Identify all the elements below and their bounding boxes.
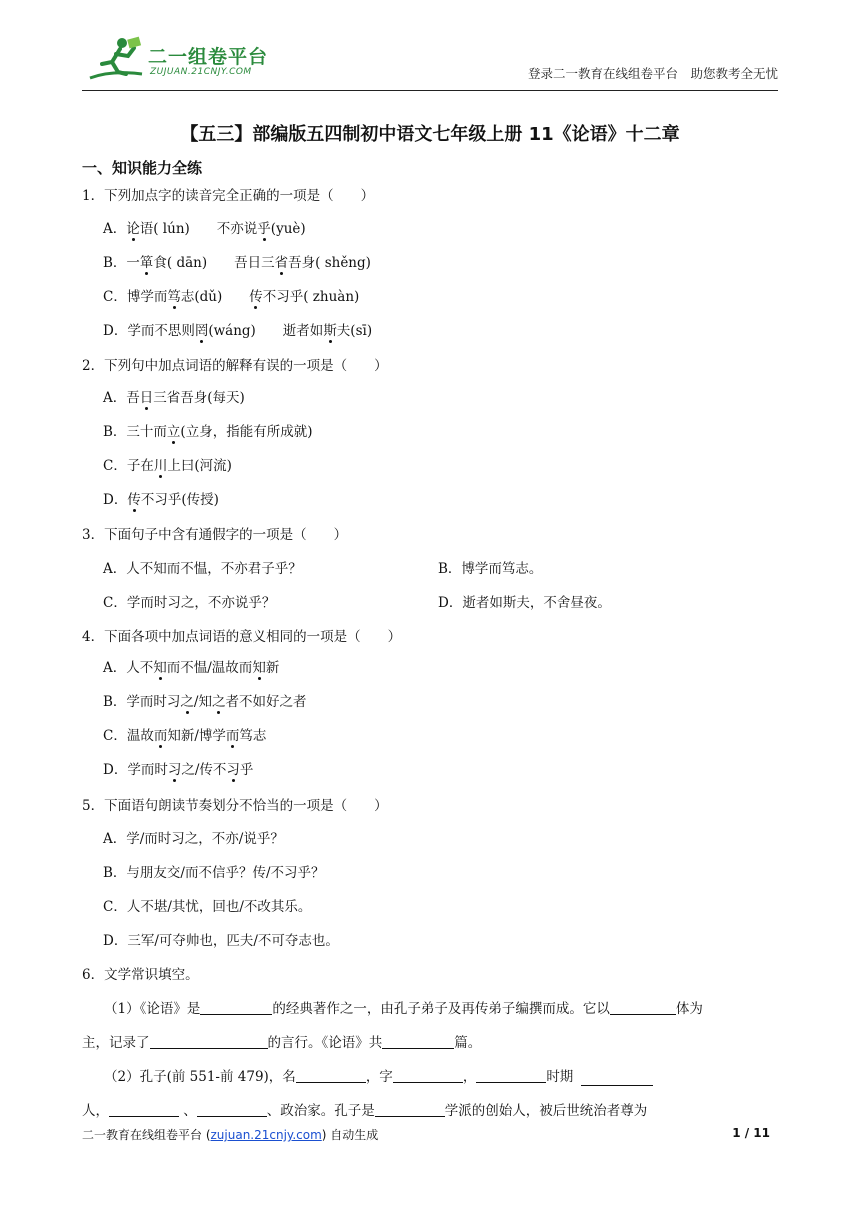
header-slogan: 登录二一教育在线组卷平台 助您教考全无忧: [527, 66, 778, 81]
question-6-stem: 6．文学常识填空。: [82, 967, 199, 983]
footer-link[interactable]: zujuan.21cnjy.com: [210, 1128, 322, 1142]
logo-text: 二一组卷平台: [148, 46, 269, 68]
question-5-option-d: D．三军/可夺帅也，匹夫/不可夺志也。: [103, 933, 339, 949]
runner-logo-icon: [82, 34, 146, 84]
dotted-char: 传: [127, 488, 141, 508]
page-footer: 二一教育在线组卷平台 (zujuan.21cnjy.com) 自动生成: [82, 1128, 379, 1142]
answer-blank: [150, 1034, 268, 1049]
logo[interactable]: [82, 34, 282, 84]
question-5-option-c: C．人不堪/其忧，回也/不改其乐。: [103, 899, 312, 915]
question-2-option-a: A．吾日三省吾身(每天): [103, 386, 245, 406]
dotted-char: 之: [180, 690, 194, 710]
dotted-char: 日: [140, 386, 154, 406]
question-6-line-1: （1）《论语》是 的经典著作之一，由孔子弟子及再传弟子编撰而成。它以 体为: [104, 1001, 703, 1017]
dotted-char: 习: [168, 758, 182, 778]
dotted-char: 斯: [323, 319, 337, 339]
section-heading: 一、知识能力全练: [82, 159, 203, 177]
dotted-char: 川: [154, 454, 168, 474]
question-1-option-b: B．一箪食( dān) 吾日三省吾身( shěng): [103, 251, 371, 271]
answer-blank: [200, 1000, 272, 1015]
dotted-char: 乎: [257, 217, 271, 237]
dotted-char: 而: [154, 724, 168, 744]
answer-blank: [581, 1071, 653, 1086]
question-6-line-3: （2）孔子(前 551-前 479)，名 ，字 ， 时期: [82, 1065, 778, 1086]
answer-blank: [109, 1102, 179, 1117]
dotted-char: 立: [167, 420, 181, 440]
question-1-option-a: A．论语( lún) 不亦说乎(yuè): [103, 217, 306, 237]
dotted-char: 省: [275, 251, 289, 271]
question-1-stem: 1．下列加点字的读音完全正确的一项是（ ）: [82, 188, 375, 204]
dotted-char: 习: [226, 758, 240, 778]
answer-blank: [610, 1000, 676, 1015]
dotted-char: 知: [252, 656, 266, 676]
dotted-char: 而: [226, 724, 240, 744]
question-4-stem: 4．下面各项中加点词语的意义相同的一项是（ ）: [82, 629, 402, 645]
question-3-stem: 3．下面句子中含有通假字的一项是（ ）: [82, 527, 348, 543]
question-4-option-d: D．学而时习之/传不习乎: [103, 758, 253, 778]
dotted-char: 论: [126, 217, 140, 237]
dotted-char: 笃: [167, 285, 181, 305]
question-2-stem: 2．下列句中加点词语的解释有误的一项是（ ）: [82, 358, 388, 374]
question-2-option-b: B．三十而立(立身，指能有所成就): [103, 420, 312, 440]
answer-blank: [375, 1102, 445, 1117]
answer-blank: [296, 1068, 366, 1083]
question-5-option-a: A．学/而时习之，不亦/说乎？: [103, 831, 284, 847]
question-4-option-a: A．人不知而不愠/温故而知新: [103, 656, 279, 676]
answer-blank: [197, 1102, 267, 1117]
page-number: 1 / 11: [732, 1126, 770, 1140]
answer-blank: [393, 1068, 463, 1083]
dotted-char: 传: [249, 285, 263, 305]
dotted-char: 罔: [195, 319, 209, 339]
question-4-option-b: B．学而时习之/知之者不如好之者: [103, 690, 306, 710]
question-5-option-b: B．与朋友交/而不信乎？传/不习乎？: [103, 865, 325, 881]
answer-blank: [476, 1068, 546, 1083]
dotted-char: 知: [153, 656, 167, 676]
answer-blank: [382, 1034, 454, 1049]
question-3-option-b: B．博学而笃志。: [438, 561, 543, 577]
question-4-option-c: C．温故而知新/博学而笃志: [103, 724, 266, 744]
page-header: [82, 34, 778, 91]
document-title: 【五三】部编版五四制初中语文七年级上册 11《论语》十二章: [180, 124, 680, 145]
question-5-stem: 5．下面语句朗读节奏划分不恰当的一项是（ ）: [82, 798, 388, 814]
question-2-option-d: D．传不习乎(传授): [103, 488, 219, 508]
dotted-char: 箪: [140, 251, 154, 271]
question-6-line-2: 主，记录了 的言行。《论语》共 篇。: [82, 1035, 482, 1051]
question-3-option-d: D．逝者如斯夫，不舍昼夜。: [438, 595, 611, 611]
question-1-option-c: C．博学而笃志(dǔ) 传不习乎( zhuàn): [103, 285, 359, 305]
question-3-option-c: C．学而时习之，不亦说乎？: [103, 595, 276, 611]
dotted-char: 之: [212, 690, 226, 710]
question-3-option-a: A．人不知而不愠，不亦君子乎？: [103, 561, 302, 577]
question-2-option-c: C．子在川上曰(河流): [103, 454, 232, 474]
question-1-option-d: D．学而不思则罔(wáng) 逝者如斯夫(sī): [103, 319, 372, 339]
question-6-line-4: 人， 、 、政治家。孔子是 学派的创始人，被后世统治者尊为: [82, 1103, 648, 1119]
logo-subtext: ZUJUAN.21CNJY.COM: [150, 67, 252, 77]
